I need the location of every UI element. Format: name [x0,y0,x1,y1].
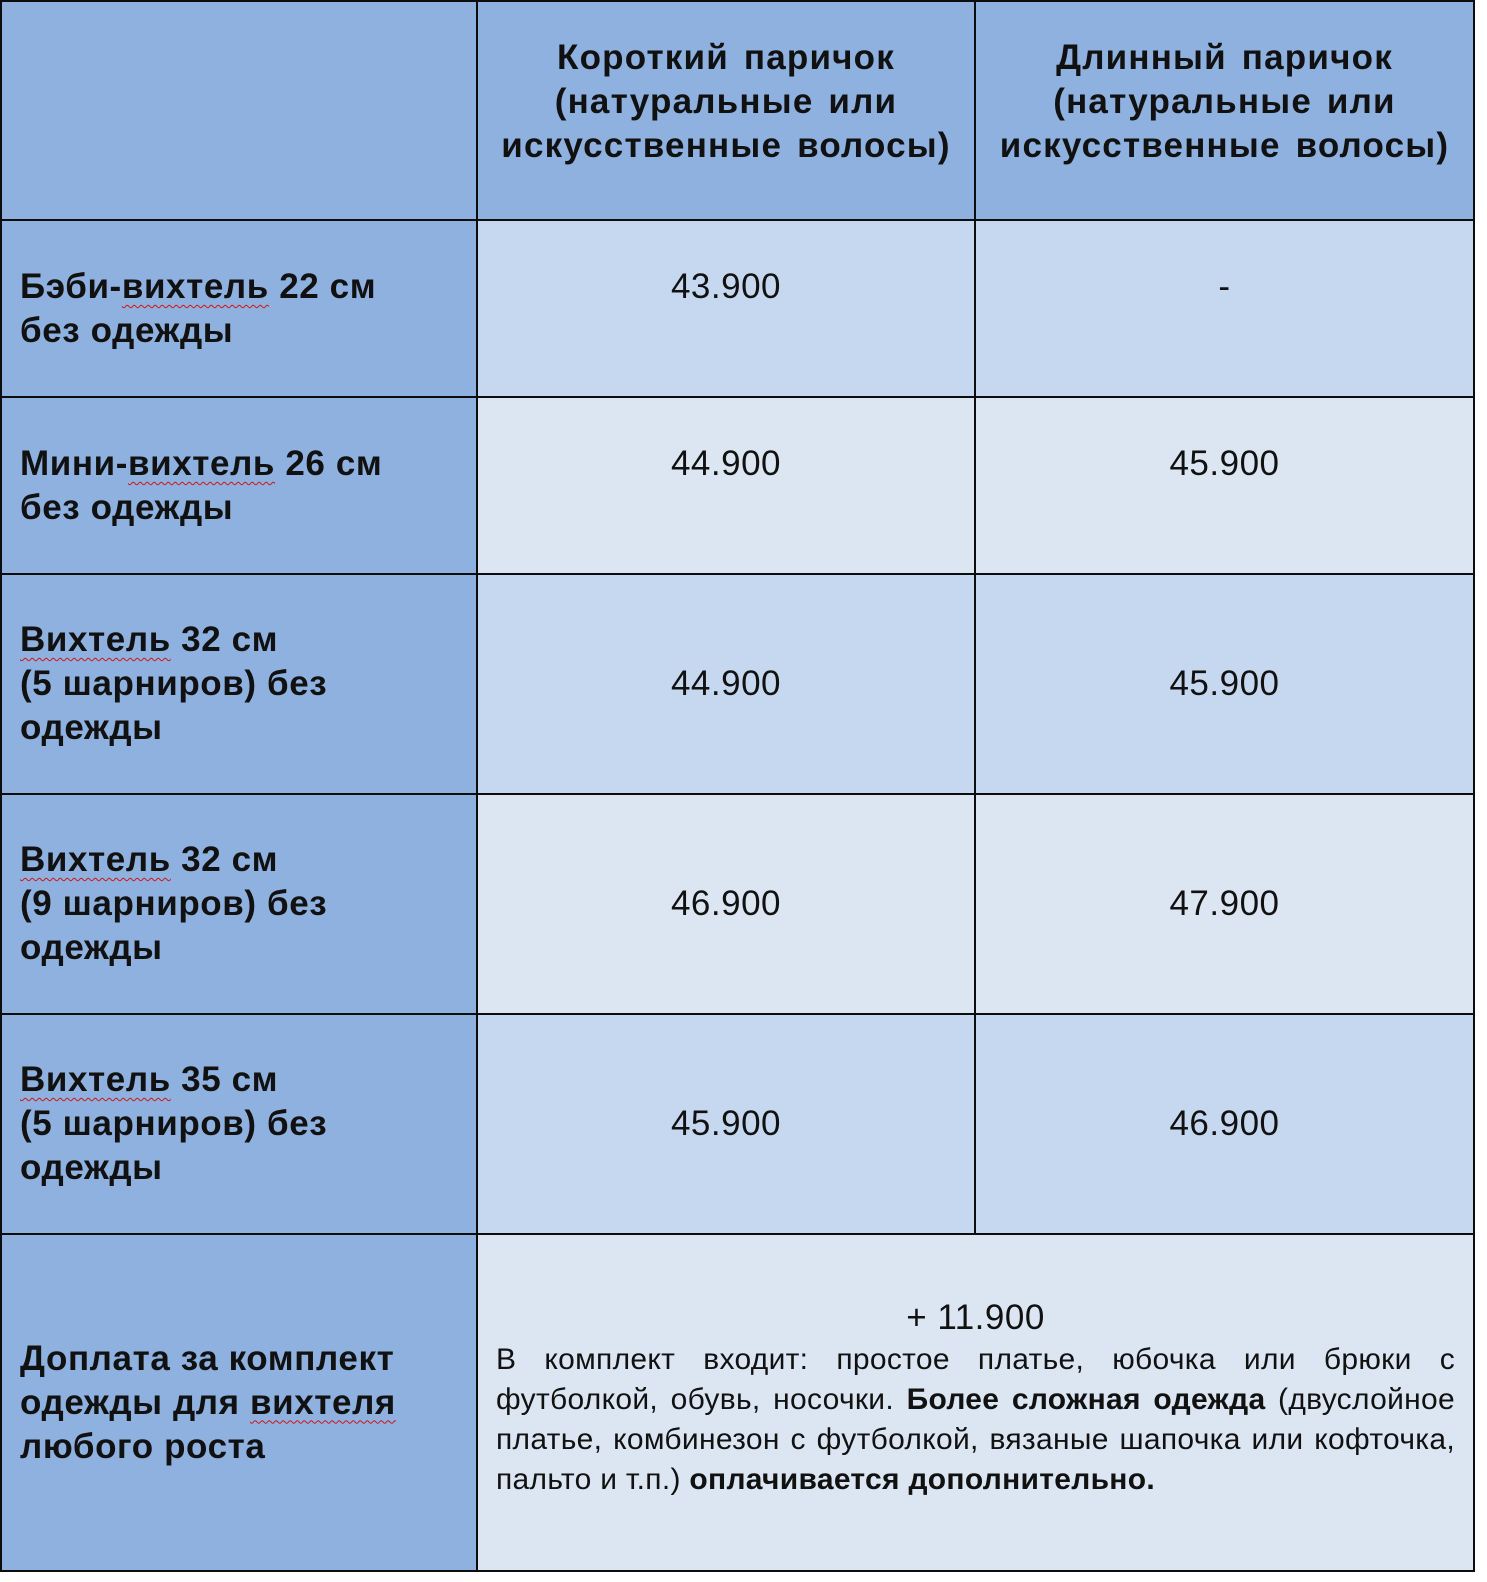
row-label-line1 [20,618,456,662]
table-row [1,220,1474,397]
row-label-word: Вихтель [20,620,171,659]
row-label [1,574,477,794]
row-label-line1 [20,838,456,882]
clothes-price: + 11.900 [906,1297,1045,1337]
row-label [1,1014,477,1234]
header-short-wig-line1: Короткий паричок [557,37,895,77]
short-wig-price: 43.900 [477,220,975,397]
row-label-line2: (9 шарниров) без [20,884,328,923]
row-label-size: 35 см [170,1060,279,1099]
long-wig-price: 46.900 [975,1014,1474,1234]
clothes-row-label [1,1234,477,1571]
row-label-line1 [20,265,456,309]
header-long-wig-line3: искусственные волосы) [999,125,1450,165]
header-long-wig-line1: Длинный паричок [1056,37,1393,77]
row-label-word: Вихтель [20,840,171,879]
row-label-size: 26 см [275,444,383,483]
table-row [1,397,1474,574]
row-label [1,794,477,1014]
row-label-line3: одежды [20,708,163,747]
row-label-line2: без одежды [20,488,234,527]
header-long-wig [975,1,1474,220]
short-wig-price: 44.900 [477,574,975,794]
clothes-note [496,1340,1455,1500]
clothes-label-line2 [20,1381,456,1425]
header-short-wig-line3: искусственные волосы) [501,125,951,165]
row-label-line2: (5 шарниров) без [20,664,328,703]
clothes-label-line1: Доплата за комплект [20,1338,395,1378]
clothes-note-included: В комплект входит: простое платье, юбочка или брюки с футболкой, обувь, носочки. [496,1342,1455,1416]
clothes-label-line2-word: вихтеля [249,1382,396,1422]
row-label-line2: (5 шарниров) без [20,1104,328,1143]
clothes-label-line3: любого роста [20,1426,266,1466]
row-label-line3: одежды [20,1148,163,1187]
row-label-line3: одежды [20,928,163,967]
long-wig-price: 45.900 [975,397,1474,574]
header-long-wig-line2: (натуральные или [1053,81,1396,121]
long-wig-price: - [975,220,1474,397]
short-wig-price: 46.900 [477,794,975,1014]
row-label-prefix: Бэби- [20,267,122,306]
row-label-size: 32 см [170,620,279,659]
row-label-line1 [20,442,456,486]
clothes-price-cell [477,1234,1474,1571]
long-wig-price: 47.900 [975,794,1474,1014]
long-wig-price: 45.900 [975,574,1474,794]
row-label-word: вихтель [121,267,269,306]
clothes-note-complex-heading: Более сложная одежда [906,1382,1266,1416]
table-row [1,574,1474,794]
row-label [1,397,477,574]
row-label-size: 22 см [268,267,377,306]
row-label-size: 32 см [170,840,279,879]
clothes-row [1,1234,1474,1571]
header-row [1,1,1474,220]
row-label-prefix: Мини- [20,444,128,483]
row-label [1,220,477,397]
table-row [1,794,1474,1014]
row-label-word: Вихтель [20,1060,171,1099]
clothes-note-extra-charge: оплачивается дополнительно. [689,1462,1155,1496]
row-label-line1 [20,1058,456,1102]
clothes-label-line2-prefix: одежды для [20,1382,250,1422]
header-corner-cell [1,1,477,220]
header-short-wig [477,1,975,220]
row-label-line2: без одежды [20,311,234,350]
row-label-word: вихтель [127,444,276,483]
header-short-wig-line2: (натуральные или [554,81,898,121]
short-wig-price: 44.900 [477,397,975,574]
table-row [1,1014,1474,1234]
clothes-note-examples: (двуслойное платье, комбинезон с футболкой, вязаные шапочка или кофточка, пальто и т.п.) [496,1382,1455,1496]
short-wig-price: 45.900 [477,1014,975,1234]
